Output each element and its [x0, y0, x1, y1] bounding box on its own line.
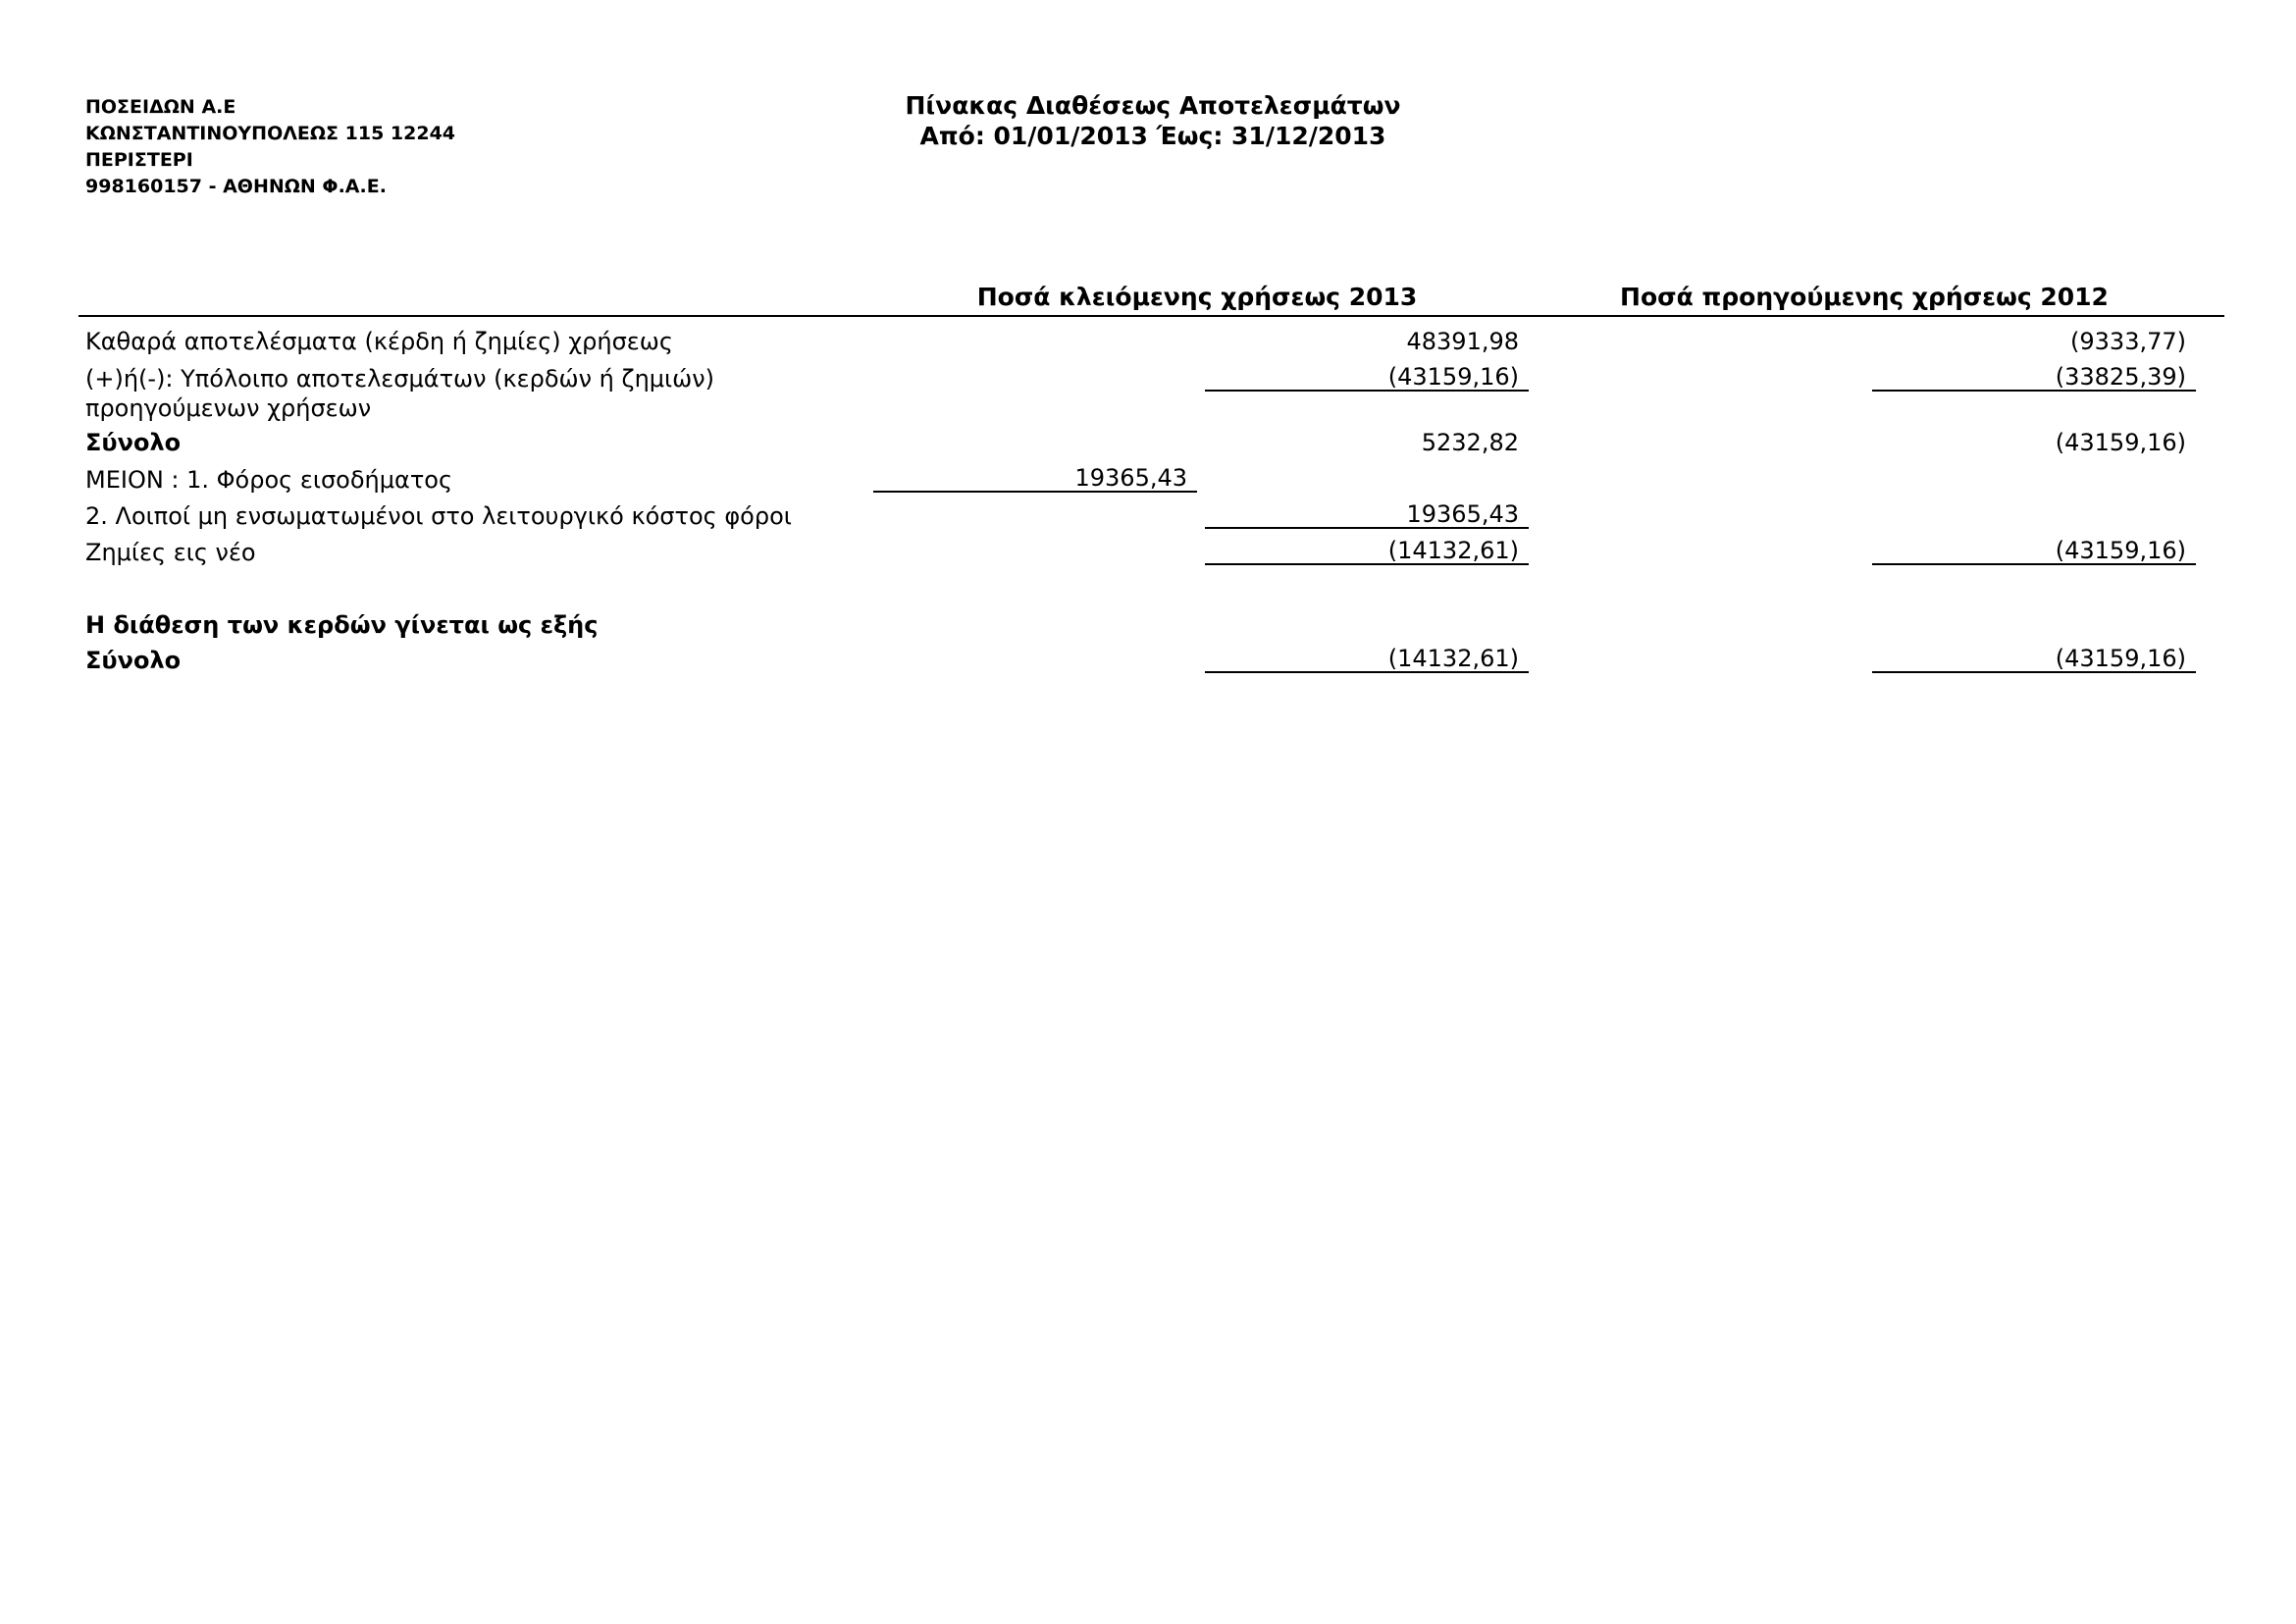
company-address: ΚΩΝΣΤΑΝΤΙΝΟΥΠΟΛΕΩΣ 115 12244: [85, 123, 456, 144]
distribution-total-label: Σύνολο: [85, 647, 182, 674]
company-tax-info: 998160157 - ΑΘΗΝΩΝ Φ.Α.Ε.: [85, 176, 387, 197]
prior-balance-previous: (33825,39): [1872, 364, 2196, 392]
company-info: [85, 94, 455, 200]
column-header-current: Ποσά κλειόμενης χρήσεως 2013: [976, 283, 1418, 311]
distribution-heading: Η διάθεση των κερδών γίνεται ως εξής: [85, 611, 599, 639]
income-tax-sub-amount: 19365,43: [873, 465, 1197, 493]
column-header-previous: Ποσά προηγούμενης χρήσεως 2012: [1620, 283, 2109, 311]
report-period: Από: 01/01/2013 Έως: 31/12/2013: [919, 122, 1386, 150]
net-results-label: Καθαρά αποτελέσματα (κέρδη ή ζημίες) χρήσεως: [85, 328, 673, 355]
distribution-total-previous: (43159,16): [1872, 646, 2196, 673]
income-tax-label: ΜΕΙΟΝ : 1. Φόρος εισοδήματος: [85, 466, 453, 494]
total-previous: (43159,16): [2055, 429, 2186, 456]
report-title: Πίνακας Διαθέσεως Αποτελεσμάτων: [905, 91, 1401, 120]
distribution-total-current: (14132,61): [1205, 646, 1529, 673]
net-results-current: 48391,98: [1406, 328, 1519, 355]
other-taxes-current: 19365,43: [1205, 501, 1529, 529]
losses-carried-current: (14132,61): [1205, 538, 1529, 565]
net-results-previous: (9333,77): [2070, 328, 2186, 355]
total-label: Σύνολο: [85, 429, 182, 456]
losses-carried-label: Ζημίες εις νέο: [85, 539, 256, 566]
other-taxes-label: 2. Λοιποί μη ενσωματωμένοι στο λειτουργικό κόστος φόροι: [85, 502, 792, 530]
header-divider: [78, 315, 2224, 317]
losses-carried-previous: (43159,16): [1872, 538, 2196, 565]
company-name: ΠΟΣΕΙΔΩΝ Α.Ε: [85, 96, 236, 118]
prior-balance-label: (+)ή(-): Υπόλοιπο αποτελεσμάτων (κερδών ή ζημιών) προηγούμενων χρήσεων: [85, 365, 715, 422]
company-city: ΠΕΡΙΣΤΕΡΙ: [85, 149, 193, 171]
report-header: [834, 90, 1472, 151]
total-current: 5232,82: [1421, 429, 1519, 456]
prior-balance-current: (43159,16): [1205, 364, 1529, 392]
